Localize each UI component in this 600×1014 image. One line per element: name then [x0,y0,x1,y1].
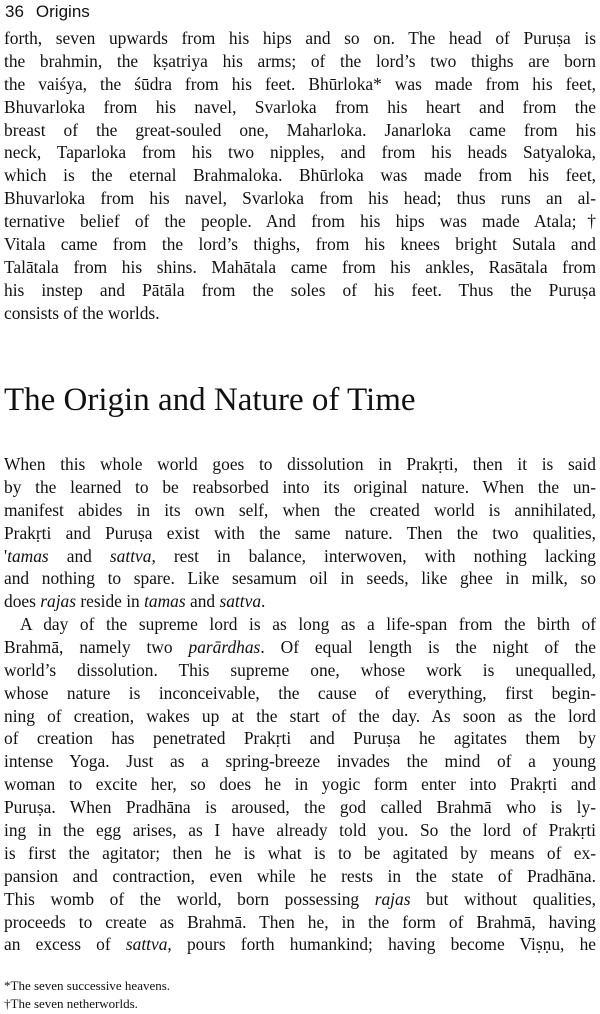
running-head [5,2,90,22]
text-line: an excess of sattva, pours forth humankind; having become Viṣṇu, he [4,934,596,955]
italic-term: sattva [109,545,152,566]
text-line: pansion and contraction, even while he rests in the state of Pradhāna. [4,865,596,886]
text-line: neck, Taparloka from his two nipples, and from his heads Satyaloka, [4,142,596,163]
text-line: Prakṛti and Puruṣa exist with the same nature. Then the two qualities, [4,522,596,543]
text-line: which is the eternal Brahmaloka. Bhūrloka was made from his feet, [4,165,596,186]
paragraph-3 [4,613,596,956]
text-line: is first the agitator; then he is what is to be agitated by means of ex- [4,842,596,863]
text-line: of creation has penetrated Prakṛti and Puruṣa he agitates them by [4,728,596,749]
italic-term: tamas [7,545,49,566]
text-line: ning of creation, wakes up at the start of the day. As soon as the lord [4,705,596,726]
text-line: does rajas reside in tamas and sattva. [4,591,266,612]
text-line: Vitala came from the lord’s thighs, from his knees bright Sutala and [4,234,596,255]
text-line: ternative belief of the people. And from his hips was made Atala;† [4,211,596,232]
text-line: consists of the worlds. [4,302,160,323]
text-line: proceeds to create as Brahmā. Then he, in the form of Brahmā, having [4,911,596,932]
text-line: world’s dissolution. This supreme one, whose work is unequalled, [4,659,596,680]
text-line: the brahmin, the kṣatriya his arms; of the lord’s two thighs are born [4,50,596,71]
italic-term: sattva [219,591,262,612]
text-line: ing in the egg arises, as I have already told you. So the lord of Prakṛti [4,820,596,841]
footnotes [4,977,170,1013]
italic-term: tamas [144,591,186,612]
italic-term: rajas [374,888,411,909]
text-line: Brahmā, namely two parārdhas. Of equal length is the night of the [4,636,597,657]
page-number: 36 [5,2,24,21]
text-line: A day of the supreme lord is as long as a life-span from the birth of [20,614,596,634]
italic-term: parārdhas [188,636,261,657]
text-line: Talātala from his shins. Mahātala came from his ankles, Rasātala from [4,256,596,277]
footnote-heavens: *The seven successive heavens. [4,978,171,993]
text-line: and nothing to spare. Like sesamum oil in seeds, like ghee in milk, so [4,568,596,589]
running-head-title: Origins [35,2,90,21]
section-heading: The Origin and Nature of Time [4,382,416,418]
paragraph-2 [4,453,596,613]
italic-term: rajas [40,591,76,612]
italic-term: sattva [125,934,168,955]
text-line: the vaiśya, the śūdra from his feet. Bhūrloka* was made from his feet, [4,73,596,94]
text-line: Bhuvarloka from his navel, Svarloka from his head; thus runs an al- [4,188,596,209]
text-line: by the learned to be reabsorbed into its original nature. When the un- [4,476,596,497]
text-line: This womb of the world, born possessing rajas but without qualities, [4,888,596,909]
text-line: When this whole world goes to dissolution in Prakṛti, then it is said [4,454,596,474]
paragraph-1 [4,27,596,325]
text-line: intense Yoga. Just as a spring-breeze invades the mind of a young [4,751,596,772]
footnote-netherworlds: †The seven netherworlds. [4,996,138,1011]
text-line: forth, seven upwards from his hips and so on. The head of Puruṣa is [4,28,596,48]
text-line: 'tamas and sattva, rest in balance, interwoven, with nothing lacking [4,545,597,566]
text-line: woman to excite her, so does he in yogic form enter into Prakṛti and [4,774,596,795]
text-line: manifest abides in its own self, when the created world is annihilated, [4,499,596,520]
text-line: whose nature is inconceivable, the cause of everything, first begin- [4,682,596,703]
text-line: Puruṣa. When Pradhāna is aroused, the god called Brahmā who is ly- [4,797,596,818]
text-line: his instep and Pātāla from the soles of his feet. Thus the Puruṣa [4,279,596,300]
text-line: Bhuvarloka from his navel, Svarloka from his heart and from the [4,96,596,117]
text-line: breast of the great-souled one, Maharloka. Janarloka came from his [4,119,596,140]
